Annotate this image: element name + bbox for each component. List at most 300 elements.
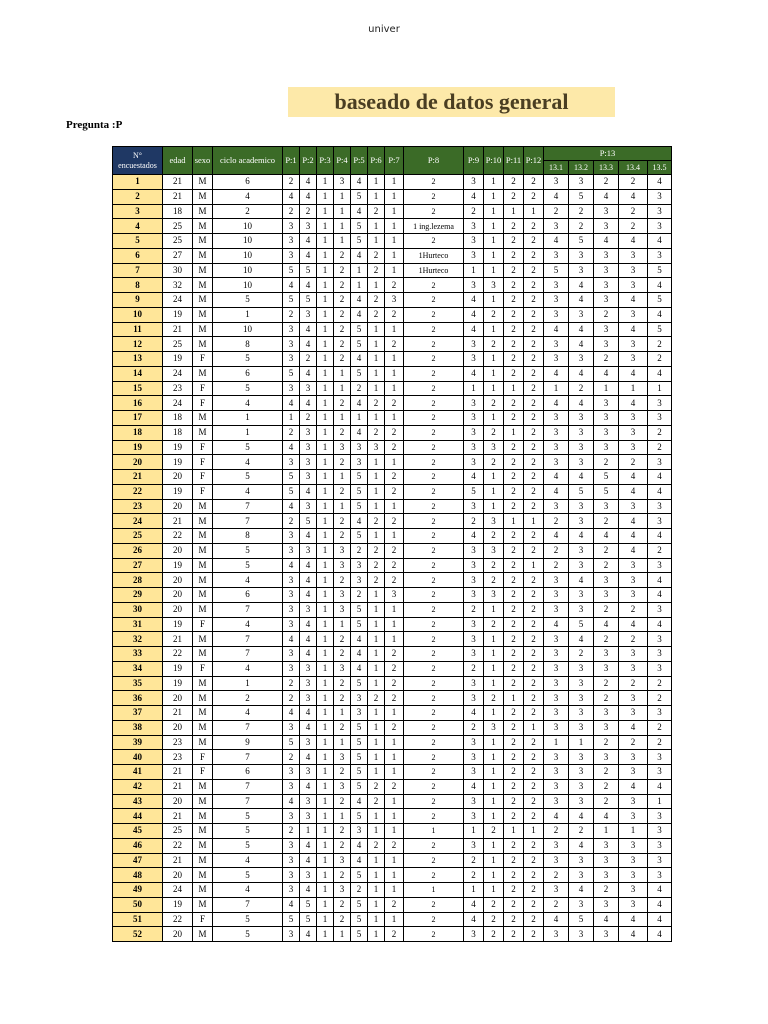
cell-p13-1: 4 [544, 617, 569, 632]
cell-p13-3: 3 [594, 499, 619, 514]
cell-ciclo: 4 [213, 853, 283, 868]
cell-p3: 1 [317, 381, 334, 396]
cell-num: 32 [113, 632, 163, 647]
cell-p3: 1 [317, 470, 334, 485]
cell-num: 50 [113, 897, 163, 912]
cell-p13-2: 3 [569, 588, 594, 603]
cell-p10: 1 [484, 765, 504, 780]
cell-p9: 3 [464, 588, 484, 603]
cell-p9: 2 [464, 720, 484, 735]
cell-p9: 3 [464, 248, 484, 263]
cell-edad: 21 [163, 765, 193, 780]
cell-edad: 19 [163, 617, 193, 632]
cell-p13-5: 5 [648, 293, 672, 308]
cell-ciclo: 5 [213, 440, 283, 455]
cell-p1: 2 [283, 824, 300, 839]
cell-p13-3: 2 [594, 883, 619, 898]
cell-p13-4: 3 [619, 661, 648, 676]
table-row [113, 425, 672, 440]
table-row [113, 234, 672, 249]
cell-p13-2: 4 [569, 337, 594, 352]
cell-p13-5: 4 [648, 484, 672, 499]
cell-p12: 2 [524, 189, 544, 204]
cell-sexo: F [193, 396, 213, 411]
cell-p1: 5 [283, 293, 300, 308]
cell-p7: 2 [385, 396, 404, 411]
cell-p13-1: 3 [544, 573, 569, 588]
cell-p10: 1 [484, 632, 504, 647]
cell-p3: 1 [317, 396, 334, 411]
cell-num: 12 [113, 337, 163, 352]
cell-ciclo: 4 [213, 484, 283, 499]
cell-p2: 4 [300, 175, 317, 190]
cell-ciclo: 2 [213, 691, 283, 706]
cell-p1: 3 [283, 337, 300, 352]
cell-p13-4: 1 [619, 824, 648, 839]
cell-p13-4: 4 [619, 912, 648, 927]
table-row [113, 455, 672, 470]
cell-p5: 2 [351, 588, 368, 603]
cell-p8: 2 [404, 529, 464, 544]
cell-p5: 3 [351, 455, 368, 470]
cell-p10: 3 [484, 514, 504, 529]
cell-p3: 1 [317, 175, 334, 190]
cell-p13-2: 2 [569, 381, 594, 396]
cell-p13-5: 4 [648, 366, 672, 381]
cell-p7: 3 [385, 293, 404, 308]
cell-p8: 2 [404, 897, 464, 912]
cell-p13-4: 4 [619, 293, 648, 308]
cell-p11: 2 [504, 676, 524, 691]
cell-p6: 2 [368, 779, 385, 794]
cell-p13-4: 1 [619, 381, 648, 396]
cell-num: 51 [113, 912, 163, 927]
cell-p1: 3 [283, 573, 300, 588]
cell-p4: 2 [334, 632, 351, 647]
cell-p12: 2 [524, 632, 544, 647]
cell-p8: 2 [404, 647, 464, 662]
cell-p3: 1 [317, 278, 334, 293]
cell-sexo: M [193, 779, 213, 794]
cell-p12: 2 [524, 912, 544, 927]
cell-p13-1: 3 [544, 883, 569, 898]
table-header [113, 147, 672, 175]
cell-p4: 2 [334, 514, 351, 529]
cell-p6: 1 [368, 411, 385, 426]
cell-p10: 1 [484, 366, 504, 381]
cell-p3: 1 [317, 765, 334, 780]
cell-p6: 1 [368, 175, 385, 190]
cell-p4: 3 [334, 558, 351, 573]
cell-p6: 1 [368, 381, 385, 396]
cell-edad: 32 [163, 278, 193, 293]
cell-num: 1 [113, 175, 163, 190]
cell-p10: 2 [484, 337, 504, 352]
cell-p13-5: 2 [648, 691, 672, 706]
cell-p13-4: 3 [619, 440, 648, 455]
cell-edad: 19 [163, 455, 193, 470]
cell-edad: 19 [163, 440, 193, 455]
cell-p10: 1 [484, 706, 504, 721]
cell-p3: 1 [317, 425, 334, 440]
cell-p12: 2 [524, 750, 544, 765]
cell-p13-3: 2 [594, 676, 619, 691]
cell-p9: 3 [464, 676, 484, 691]
cell-p2: 4 [300, 189, 317, 204]
cell-ciclo: 6 [213, 366, 283, 381]
cell-p11: 2 [504, 573, 524, 588]
cell-p11: 2 [504, 617, 524, 632]
cell-num: 16 [113, 396, 163, 411]
cell-p8: 2 [404, 676, 464, 691]
cell-p1: 3 [283, 322, 300, 337]
table-row [113, 514, 672, 529]
cell-p13-1: 3 [544, 779, 569, 794]
table-row [113, 573, 672, 588]
cell-ciclo: 5 [213, 912, 283, 927]
cell-sexo: M [193, 573, 213, 588]
cell-p6: 1 [368, 499, 385, 514]
cell-p13-4: 4 [619, 529, 648, 544]
cell-ciclo: 7 [213, 499, 283, 514]
cell-p12: 2 [524, 779, 544, 794]
cell-p5: 5 [351, 735, 368, 750]
cell-p1: 3 [283, 883, 300, 898]
cell-p1: 5 [283, 366, 300, 381]
cell-p2: 5 [300, 897, 317, 912]
cell-edad: 24 [163, 293, 193, 308]
cell-p13-5: 3 [648, 868, 672, 883]
cell-p4: 2 [334, 897, 351, 912]
cell-p3: 1 [317, 455, 334, 470]
cell-p2: 3 [300, 676, 317, 691]
cell-p1: 3 [283, 661, 300, 676]
cell-p10: 1 [484, 883, 504, 898]
cell-sexo: F [193, 617, 213, 632]
cell-edad: 20 [163, 499, 193, 514]
cell-num: 8 [113, 278, 163, 293]
cell-p2: 5 [300, 912, 317, 927]
cell-p5: 4 [351, 352, 368, 367]
header-ciclo: ciclo academico [213, 147, 283, 175]
cell-p11: 2 [504, 307, 524, 322]
cell-p5: 5 [351, 337, 368, 352]
cell-p4: 3 [334, 661, 351, 676]
cell-p4: 1 [334, 499, 351, 514]
cell-p13-4: 3 [619, 337, 648, 352]
cell-p13-3: 2 [594, 765, 619, 780]
cell-p8: 2 [404, 234, 464, 249]
table-row [113, 794, 672, 809]
cell-edad: 24 [163, 366, 193, 381]
cell-edad: 18 [163, 204, 193, 219]
cell-p13-3: 3 [594, 440, 619, 455]
cell-p12: 2 [524, 691, 544, 706]
cell-p1: 4 [283, 499, 300, 514]
header-p13-1: 13.1 [544, 161, 569, 175]
cell-p8: 2 [404, 632, 464, 647]
cell-num: 28 [113, 573, 163, 588]
cell-p6: 2 [368, 838, 385, 853]
cell-p11: 2 [504, 499, 524, 514]
cell-p11: 2 [504, 352, 524, 367]
cell-p3: 1 [317, 514, 334, 529]
cell-p2: 3 [300, 381, 317, 396]
cell-p13-5: 3 [648, 824, 672, 839]
cell-p13-5: 4 [648, 470, 672, 485]
cell-p3: 1 [317, 322, 334, 337]
cell-p9: 3 [464, 396, 484, 411]
cell-p8: 2 [404, 278, 464, 293]
cell-edad: 19 [163, 676, 193, 691]
header-edad: edad [163, 147, 193, 175]
cell-p9: 3 [464, 765, 484, 780]
cell-p11: 2 [504, 735, 524, 750]
cell-p5: 5 [351, 720, 368, 735]
cell-num: 23 [113, 499, 163, 514]
cell-p6: 2 [368, 204, 385, 219]
cell-p7: 1 [385, 204, 404, 219]
cell-sexo: M [193, 514, 213, 529]
cell-p13-1: 4 [544, 234, 569, 249]
cell-sexo: F [193, 470, 213, 485]
cell-p12: 2 [524, 838, 544, 853]
cell-p13-2: 3 [569, 691, 594, 706]
cell-p13-3: 2 [594, 175, 619, 190]
cell-sexo: F [193, 440, 213, 455]
cell-p13-1: 4 [544, 470, 569, 485]
cell-num: 22 [113, 484, 163, 499]
cell-p2: 4 [300, 706, 317, 721]
cell-p12: 2 [524, 706, 544, 721]
cell-p9: 4 [464, 307, 484, 322]
cell-edad: 20 [163, 794, 193, 809]
cell-p13-5: 4 [648, 779, 672, 794]
cell-p13-5: 4 [648, 927, 672, 942]
cell-p13-2: 3 [569, 706, 594, 721]
cell-p5: 5 [351, 927, 368, 942]
table-row [113, 765, 672, 780]
cell-p13-3: 4 [594, 617, 619, 632]
cell-num: 2 [113, 189, 163, 204]
cell-p8: 2 [404, 720, 464, 735]
cell-p9: 3 [464, 691, 484, 706]
cell-p2: 4 [300, 838, 317, 853]
cell-p4: 2 [334, 794, 351, 809]
cell-p5: 4 [351, 794, 368, 809]
cell-p7: 1 [385, 263, 404, 278]
cell-p13-3: 2 [594, 352, 619, 367]
cell-p12: 2 [524, 219, 544, 234]
cell-p6: 2 [368, 263, 385, 278]
cell-p11: 2 [504, 234, 524, 249]
cell-p7: 1 [385, 853, 404, 868]
cell-p5: 5 [351, 912, 368, 927]
cell-sexo: M [193, 337, 213, 352]
cell-p10: 3 [484, 440, 504, 455]
cell-edad: 20 [163, 927, 193, 942]
cell-p7: 1 [385, 706, 404, 721]
cell-p7: 1 [385, 602, 404, 617]
table-row [113, 352, 672, 367]
cell-p13-2: 3 [569, 455, 594, 470]
cell-edad: 19 [163, 661, 193, 676]
cell-edad: 21 [163, 514, 193, 529]
cell-p13-4: 4 [619, 322, 648, 337]
cell-p8: 2 [404, 602, 464, 617]
cell-p3: 1 [317, 883, 334, 898]
cell-p13-4: 3 [619, 647, 648, 662]
cell-p13-3: 4 [594, 809, 619, 824]
cell-p9: 3 [464, 735, 484, 750]
cell-p1: 2 [283, 750, 300, 765]
cell-num: 52 [113, 927, 163, 942]
cell-sexo: M [193, 293, 213, 308]
cell-p3: 1 [317, 632, 334, 647]
cell-p7: 1 [385, 322, 404, 337]
cell-p13-5: 3 [648, 632, 672, 647]
cell-p3: 1 [317, 352, 334, 367]
cell-p13-1: 4 [544, 484, 569, 499]
cell-p12: 2 [524, 322, 544, 337]
cell-p13-4: 3 [619, 794, 648, 809]
cell-p9: 4 [464, 897, 484, 912]
cell-p8: 2 [404, 838, 464, 853]
cell-p10: 3 [484, 278, 504, 293]
cell-p12: 2 [524, 765, 544, 780]
cell-p7: 2 [385, 440, 404, 455]
cell-num: 4 [113, 219, 163, 234]
cell-p9: 3 [464, 927, 484, 942]
cell-p9: 3 [464, 455, 484, 470]
cell-p6: 2 [368, 794, 385, 809]
cell-ciclo: 6 [213, 588, 283, 603]
cell-p11: 2 [504, 853, 524, 868]
cell-p9: 1 [464, 381, 484, 396]
cell-p2: 1 [300, 824, 317, 839]
cell-p13-3: 2 [594, 558, 619, 573]
cell-p2: 4 [300, 322, 317, 337]
cell-p13-4: 2 [619, 735, 648, 750]
cell-ciclo: 4 [213, 189, 283, 204]
cell-p13-4: 4 [619, 514, 648, 529]
cell-num: 43 [113, 794, 163, 809]
cell-p12: 2 [524, 425, 544, 440]
cell-ciclo: 4 [213, 455, 283, 470]
cell-p11: 1 [504, 204, 524, 219]
cell-p5: 3 [351, 573, 368, 588]
cell-p13-5: 2 [648, 440, 672, 455]
cell-p13-3: 3 [594, 219, 619, 234]
cell-p10: 1 [484, 381, 504, 396]
cell-p8: 2 [404, 661, 464, 676]
cell-p13-5: 3 [648, 661, 672, 676]
cell-p13-3: 5 [594, 470, 619, 485]
cell-p9: 3 [464, 632, 484, 647]
cell-p1: 3 [283, 779, 300, 794]
cell-p13-2: 3 [569, 440, 594, 455]
cell-p5: 3 [351, 706, 368, 721]
cell-p13-5: 3 [648, 499, 672, 514]
cell-p13-5: 3 [648, 809, 672, 824]
cell-p1: 5 [283, 484, 300, 499]
cell-p13-3: 3 [594, 322, 619, 337]
cell-p11: 2 [504, 278, 524, 293]
cell-p13-4: 4 [619, 189, 648, 204]
cell-p13-2: 3 [569, 175, 594, 190]
cell-p13-5: 2 [648, 337, 672, 352]
table-row [113, 824, 672, 839]
cell-p9: 3 [464, 558, 484, 573]
cell-p5: 4 [351, 307, 368, 322]
cell-ciclo: 5 [213, 838, 283, 853]
cell-p6: 2 [368, 558, 385, 573]
cell-p13-4: 4 [619, 617, 648, 632]
cell-p12: 1 [524, 204, 544, 219]
cell-p1: 3 [283, 838, 300, 853]
cell-sexo: M [193, 588, 213, 603]
cell-p3: 1 [317, 661, 334, 676]
cell-p6: 1 [368, 278, 385, 293]
cell-p9: 4 [464, 293, 484, 308]
cell-edad: 21 [163, 779, 193, 794]
cell-edad: 23 [163, 381, 193, 396]
cell-p13-2: 3 [569, 794, 594, 809]
cell-p10: 2 [484, 617, 504, 632]
cell-p13-2: 3 [569, 765, 594, 780]
cell-sexo: F [193, 912, 213, 927]
cell-p7: 2 [385, 425, 404, 440]
cell-p3: 1 [317, 263, 334, 278]
cell-p13-2: 4 [569, 322, 594, 337]
cell-p5: 5 [351, 897, 368, 912]
cell-p13-3: 3 [594, 720, 619, 735]
cell-p8: 2 [404, 927, 464, 942]
cell-p11: 2 [504, 779, 524, 794]
cell-p8: 2 [404, 175, 464, 190]
cell-sexo: M [193, 720, 213, 735]
cell-p13-1: 3 [544, 661, 569, 676]
cell-p12: 2 [524, 248, 544, 263]
cell-p4: 1 [334, 411, 351, 426]
cell-p8: 2 [404, 204, 464, 219]
cell-p1: 5 [283, 263, 300, 278]
cell-p11: 2 [504, 189, 524, 204]
cell-p9: 3 [464, 337, 484, 352]
cell-p4: 2 [334, 765, 351, 780]
cell-num: 45 [113, 824, 163, 839]
table-row [113, 396, 672, 411]
cell-num: 9 [113, 293, 163, 308]
cell-p8: 2 [404, 293, 464, 308]
cell-p4: 1 [334, 706, 351, 721]
cell-p9: 3 [464, 573, 484, 588]
cell-p9: 3 [464, 617, 484, 632]
cell-p4: 2 [334, 322, 351, 337]
cell-p13-3: 2 [594, 691, 619, 706]
cell-p7: 1 [385, 912, 404, 927]
table-row [113, 720, 672, 735]
cell-p5: 5 [351, 750, 368, 765]
cell-ciclo: 4 [213, 617, 283, 632]
cell-p12: 2 [524, 927, 544, 942]
cell-p6: 1 [368, 219, 385, 234]
cell-sexo: M [193, 263, 213, 278]
cell-p13-1: 3 [544, 307, 569, 322]
cell-p4: 2 [334, 396, 351, 411]
cell-num: 49 [113, 883, 163, 898]
cell-p13-1: 3 [544, 499, 569, 514]
